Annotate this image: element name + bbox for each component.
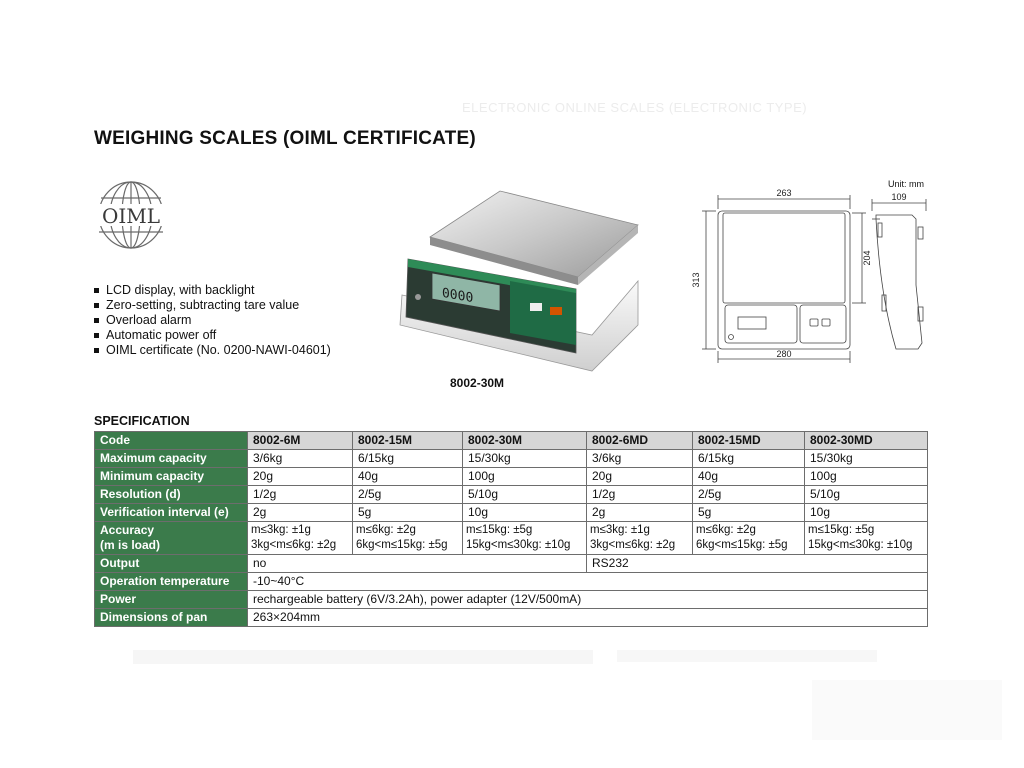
table-cell: m≤3kg: ±1g 3kg<m≤6kg: ±2g <box>248 522 353 555</box>
table-row <box>95 432 928 450</box>
row-label: Verification interval (e) <box>95 504 248 522</box>
table-cell: 10g <box>463 504 587 522</box>
table-cell: -10~40°C <box>248 573 928 591</box>
table-cell: 100g <box>805 468 928 486</box>
row-label: Operation temperature <box>95 573 248 591</box>
table-cell: no <box>248 555 587 573</box>
table-cell: m≤6kg: ±2g 6kg<m≤15kg: ±5g <box>693 522 805 555</box>
table-cell: 100g <box>463 468 587 486</box>
table-cell: 2g <box>587 504 693 522</box>
table-cell: m≤6kg: ±2g 6kg<m≤15kg: ±5g <box>353 522 463 555</box>
faint-band <box>617 650 877 662</box>
table-cell: 15/30kg <box>805 450 928 468</box>
table-row <box>95 468 928 486</box>
list-item: LCD display, with backlight <box>94 283 331 298</box>
table-cell: rechargeable battery (6V/3.2Ah), power adapter (12V/500mA) <box>248 591 928 609</box>
table-cell: 6/15kg <box>353 450 463 468</box>
dim-bottom-width: 280 <box>776 349 792 359</box>
table-cell: 20g <box>587 468 693 486</box>
table-cell: 263×204mm <box>248 609 928 627</box>
table-row <box>95 609 928 627</box>
list-item: Overload alarm <box>94 313 331 328</box>
row-label: Output <box>95 555 248 573</box>
table-cell: 40g <box>693 468 805 486</box>
table-row-accuracy <box>95 522 928 555</box>
table-row <box>95 486 928 504</box>
table-cell: 8002-15MD <box>693 432 805 450</box>
table-row <box>95 573 928 591</box>
table-cell: 1/2g <box>587 486 693 504</box>
table-cell: 15/30kg <box>463 450 587 468</box>
page-title: WEIGHING SCALES (OIML CERTIFICATE) <box>94 128 476 149</box>
table-cell: 20g <box>248 468 353 486</box>
table-cell: 8002-15M <box>353 432 463 450</box>
spec-table <box>94 431 928 627</box>
table-cell: 8002-30M <box>463 432 587 450</box>
faint-watermark <box>812 680 1002 740</box>
row-label: Accuracy (m is load) <box>95 522 248 555</box>
dim-pan-depth: 204 <box>862 250 872 266</box>
table-cell: 3/6kg <box>587 450 693 468</box>
table-cell: 40g <box>353 468 463 486</box>
feature-list <box>94 283 331 358</box>
row-label: Power <box>95 591 248 609</box>
table-row <box>95 555 928 573</box>
dim-total-depth: 313 <box>691 272 701 288</box>
faint-band <box>133 650 593 664</box>
spec-title: SPECIFICATION <box>94 414 190 428</box>
list-item: Automatic power off <box>94 328 331 343</box>
dim-side-width: 109 <box>891 192 907 202</box>
table-cell: 5g <box>353 504 463 522</box>
scale-product-image <box>392 185 646 375</box>
table-cell: 5/10g <box>805 486 928 504</box>
table-cell: 2/5g <box>693 486 805 504</box>
dimension-drawing <box>690 175 940 365</box>
row-label: Dimensions of pan <box>95 609 248 627</box>
row-label: Code <box>95 432 248 450</box>
table-cell: 3/6kg <box>248 450 353 468</box>
table-cell: 1/2g <box>248 486 353 504</box>
drawing-unit-label: Unit: mm <box>888 179 924 189</box>
table-cell: 10g <box>805 504 928 522</box>
svg-text:0000: 0000 <box>442 285 474 307</box>
ghost-header: ELECTRONIC ONLINE SCALES (ELECTRONIC TYPE) <box>462 100 808 115</box>
oiml-logo-icon <box>92 178 170 252</box>
table-cell: 8002-30MD <box>805 432 928 450</box>
table-cell: m≤15kg: ±5g 15kg<m≤30kg: ±10g <box>463 522 587 555</box>
list-item: OIML certificate (No. 0200-NAWI-04601) <box>94 343 331 358</box>
table-cell: 5g <box>693 504 805 522</box>
table-row <box>95 504 928 522</box>
table-cell: m≤15kg: ±5g 15kg<m≤30kg: ±10g <box>805 522 928 555</box>
product-model-label: 8002-30M <box>450 376 505 390</box>
table-cell: RS232 <box>587 555 928 573</box>
table-cell: m≤3kg: ±1g 3kg<m≤6kg: ±2g <box>587 522 693 555</box>
row-label: Maximum capacity <box>95 450 248 468</box>
table-row <box>95 450 928 468</box>
oiml-logo-text: OIML <box>101 204 161 228</box>
table-row <box>95 591 928 609</box>
row-label: Minimum capacity <box>95 468 248 486</box>
table-cell: 6/15kg <box>693 450 805 468</box>
dim-top-width: 263 <box>776 188 792 198</box>
table-cell: 2/5g <box>353 486 463 504</box>
table-cell: 8002-6M <box>248 432 353 450</box>
list-item: Zero-setting, subtracting tare value <box>94 298 331 313</box>
table-cell: 8002-6MD <box>587 432 693 450</box>
row-label: Resolution (d) <box>95 486 248 504</box>
table-cell: 5/10g <box>463 486 587 504</box>
table-cell: 2g <box>248 504 353 522</box>
